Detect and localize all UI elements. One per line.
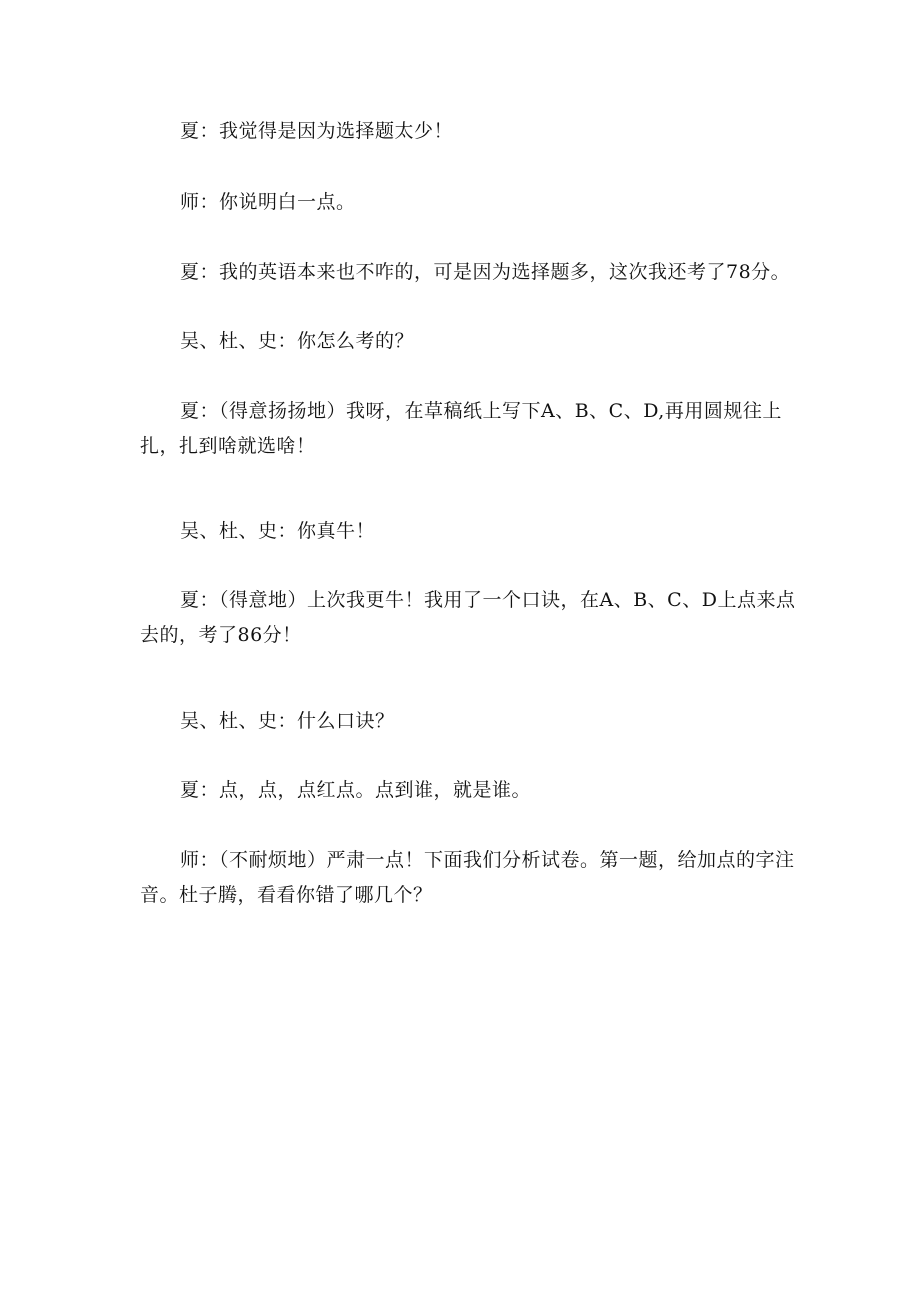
- dialogue-paragraph: 夏：我的英语本来也不咋的，可是因为选择题多，这次我还考了78分。: [180, 261, 791, 283]
- dialogue-paragraph: 夏：点，点，点红点。点到谁，就是谁。: [180, 779, 532, 801]
- dialogue-paragraph: 夏：（得意扬扬地）我呀，在草稿纸上写下A、B、C、D,再用圆规往上扎，扎到啥就选啥！: [140, 400, 782, 457]
- dialogue-paragraph: 夏：我觉得是因为选择题太少！: [180, 120, 454, 142]
- dialogue-paragraph: 师：（不耐烦地）严肃一点！下面我们分析试卷。第一题，给加点的字注音。杜子腾，看看你错了哪几个？: [140, 849, 795, 906]
- dialogue-paragraph: 夏：（得意地）上次我更牛！我用了一个口诀，在A、B、C、D上点来点去的，考了86分！: [140, 589, 796, 646]
- dialogue-paragraph: 吴、杜、史：你怎么考的？: [180, 330, 415, 352]
- dialogue-paragraph: 吴、杜、史：你真牛！: [180, 520, 376, 542]
- dialogue-paragraph: 吴、杜、史：什么口诀？: [180, 710, 395, 732]
- dialogue-paragraph: 师：你说明白一点。: [180, 191, 356, 213]
